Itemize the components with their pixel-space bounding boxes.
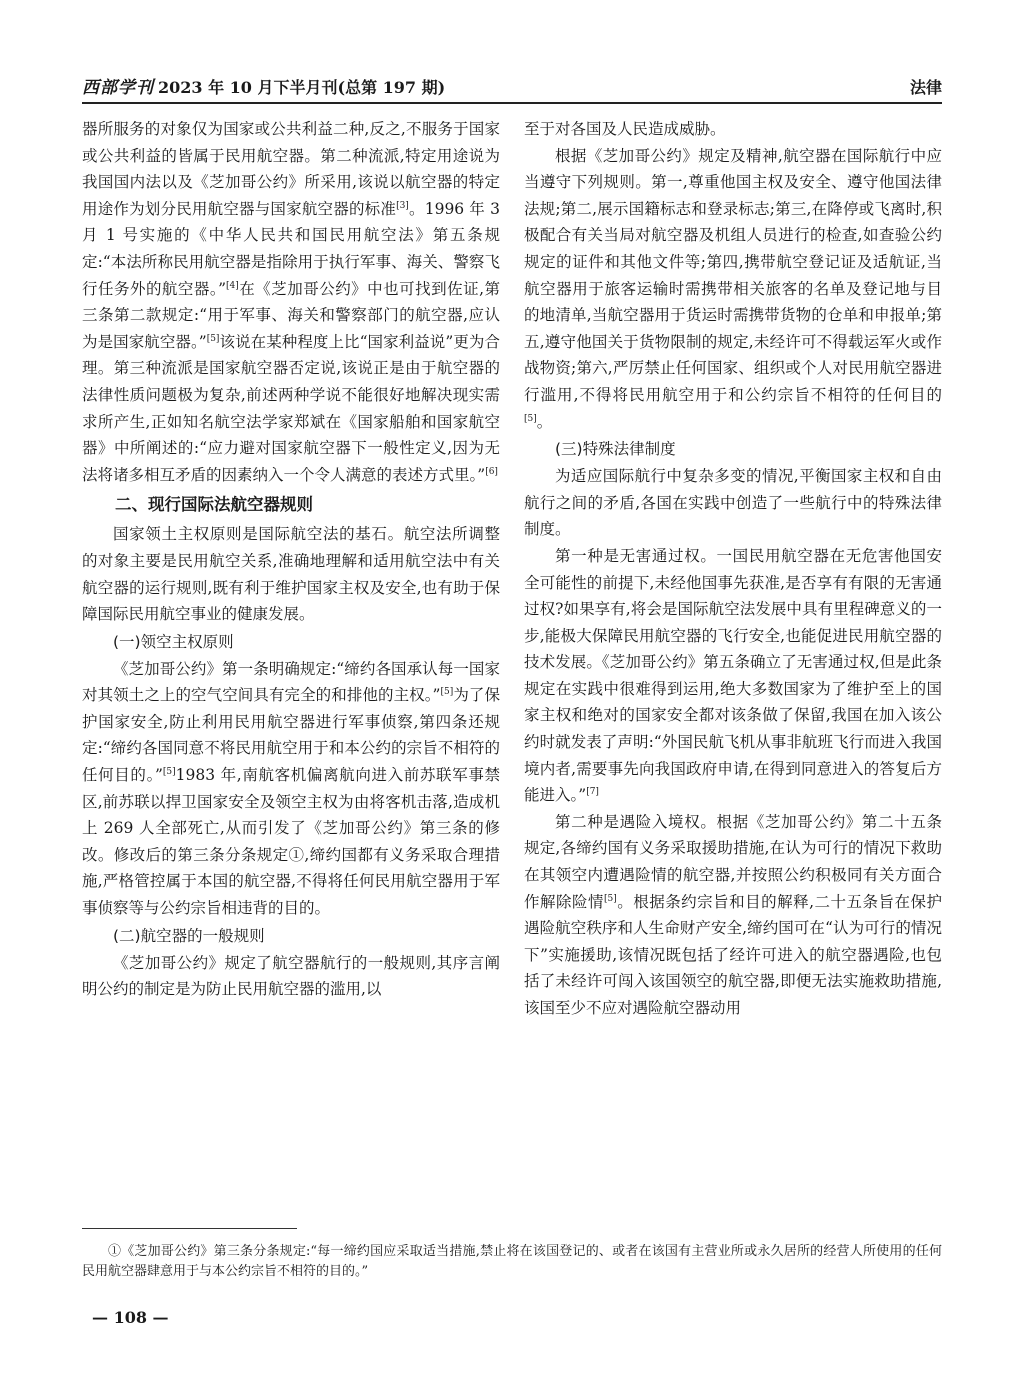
citation: [5] <box>524 413 537 424</box>
body-columns <box>82 116 942 1220</box>
journal-title <box>82 73 445 98</box>
paragraph: 第一种是无害通过权。一国民用航空器在无危害他国安全可能性的前提下,未经他国事先获准,是否享有有限的无害通过权?如果享有,将会是国际航空法发展中具有里程碑意义的一步,能极大保障民用航空器的飞行安全,也能促进民用航空器的技术发展。《芝加哥公约》第五条确立了无害通过权,但是此条规定在实践中很难得到运用,绝大多数国家为了维护至上的国家主权和绝对的国家安全都对该条做了保留,我国在加入该公约时就发表了声明:“外国民航飞机从事非航班飞行而进入我国境内者,需要事先向我国政府申请,在得到同意进入的答复后方能进入。”[7] <box>524 546 942 805</box>
paragraph: 国家领土主权原则是国际航空法的基石。航空法所调整的对象主要是民用航空关系,准确地理解和适用航空法中有关航空器的运行规则,既有利于维护国家主权及安全,也有助于保障国际民用航空事业的健康发展。 <box>82 525 500 624</box>
citation: [5] <box>162 766 176 777</box>
journal-logo: 西部学刊 <box>82 78 154 98</box>
paragraph: 《芝加哥公约》规定了航空器航行的一般规则,其序言阐明公约的制定是为防止民用航空器的滥用,以 <box>82 953 500 999</box>
subsection-heading: (一)领空主权原则 <box>113 632 234 651</box>
paragraph: 第二种是遇险入境权。根据《芝加哥公约》第二十五条规定,各缔约国有义务采取援助措施,在认为可行的情况下救助在其领空内遭遇险情的航空器,并按照公约积极同有关方面合作解除险情[5]。根据条约宗旨和目的解释,二十五条旨在保护遇险航空秩序和人生命财产安全,缔约国可在“认为可行的情况下”实施援助,该情况既包括了经许可进入的航空器遇险,也包括了未经许可闯入该国领空的航空器,即便无法实施救助措施,该国至少不应对遇险航空器动用 <box>524 812 942 1017</box>
citation: [4] <box>226 280 239 291</box>
citation: [5] <box>603 893 617 904</box>
section-heading: 二、现行国际法航空器规则 <box>115 495 313 515</box>
subsection-heading: (二)航空器的一般规则 <box>113 926 265 945</box>
citation: [6] <box>485 466 498 477</box>
paragraph: 至于对各国及人民造成威胁。 <box>524 120 726 138</box>
paragraph: 器所服务的对象仅为国家或公共利益二种,反之,不服务于国家或公共利益的皆属于民用航空器。第二种流派,特定用途说为我国国内法以及《芝加哥公约》所采用,该说以航空器的特定用途作为划分民用航空器与国家航空器的标准[3]。1996 年 3 月 1 号实施的《中华人民共和国民用航空法》第五条规定:“本法所称民用航空器是指除用于执行军事、海关、警察飞行任务外的航空器。”[4]在《芝加哥公约》中也可找到佐证,第三条第二款规定:“用于军事、海关和警察部门的航空器,应认为是国家航空器。”[5]该说在某种程度上比“国家利益说”更为合理。第三种流派是国家航空器否定说,该说正是由于航空器的法律性质问题极为复杂,前述两种学说不能很好地解决现实需求所产生,正如知名航空法学家郑斌在《国家船舶和国家航空器》中所阐述的:“应力避对国家航空器下一般性定义,因为无法将诸多相互矛盾的因素纳入一个令人满意的表述方式里。”[6] <box>82 120 500 484</box>
citation: [7] <box>586 787 599 798</box>
running-header <box>82 70 942 104</box>
paragraph: 《芝加哥公约》第一条明确规定:“缔约各国承认每一国家对其领土之上的空气空间具有完全的和排他的主权。”[5]为了保护国家安全,防止利用民用航空器进行军事侦察,第四条还规定:“缔约各国同意不将民用航空用于和本公约的宗旨不相符的任何目的。”[5]1983 年,南航客机偏离航向进入前苏联军事禁区,前苏联以捍卫国家安全及领空主权为由将客机击落,造成机上 269 人全部死亡,从而引发了《芝加哥公约》第三条的修改。修改后的第三条分条规定①,缔约国都有义务采取合理措施,严格管控属于本国的航空器,不得将任何民用航空器用于军事侦察等与公约宗旨相违背的目的。 <box>82 659 500 918</box>
left-column <box>82 116 500 1220</box>
citation: [3] <box>396 200 409 211</box>
section-label: 法律 <box>909 78 942 97</box>
subsection-heading: (三)特殊法律制度 <box>555 440 676 459</box>
footnote-divider <box>82 1228 297 1229</box>
right-column <box>524 116 942 1220</box>
issue-info: 2023 年 10 月下半月刊(总第 197 期) <box>158 78 446 97</box>
citation: [5] <box>206 333 220 344</box>
footnote: ①《芝加哥公约》第三条分条规定:“每一缔约国应采取适当措施,禁止将在该国登记的、或者在该国有主营业所或永久居所的经营人所使用的任何民用航空器肆意用于与本公约宗旨不相符的目的。” <box>82 1244 942 1279</box>
paragraph: 为适应国际航行中复杂多变的情况,平衡国家主权和自由航行之间的矛盾,各国在实践中创造了一些航行中的特殊法律制度。 <box>524 467 942 539</box>
citation: [5] <box>440 687 454 698</box>
page-number: — 108 — <box>92 1308 169 1327</box>
paragraph: 根据《芝加哥公约》规定及精神,航空器在国际航行中应当遵守下列规则。第一,尊重他国主权及安全、遵守他国法律法规;第二,展示国籍标志和登录标志;第三,在降停或飞离时,积极配合有关当局对航空器及机组人员进行的检查,如查验公约规定的证件和其他文件等;第四,携带航空登记证及适航证,当航空器用于旅客运输时需携带相关旅客的名单及登记地与目的地清单,当航空器用于货运时需携带货物的仓单和申报单;第五,遵守他国关于货物限制的规定,未经许可不得载运军火或作战物资;第六,严厉禁止任何国家、组织或个人对民用航空器进行滥用,不得将民用航空用于和公约宗旨不相符的任何目的[5]。 <box>524 146 942 431</box>
